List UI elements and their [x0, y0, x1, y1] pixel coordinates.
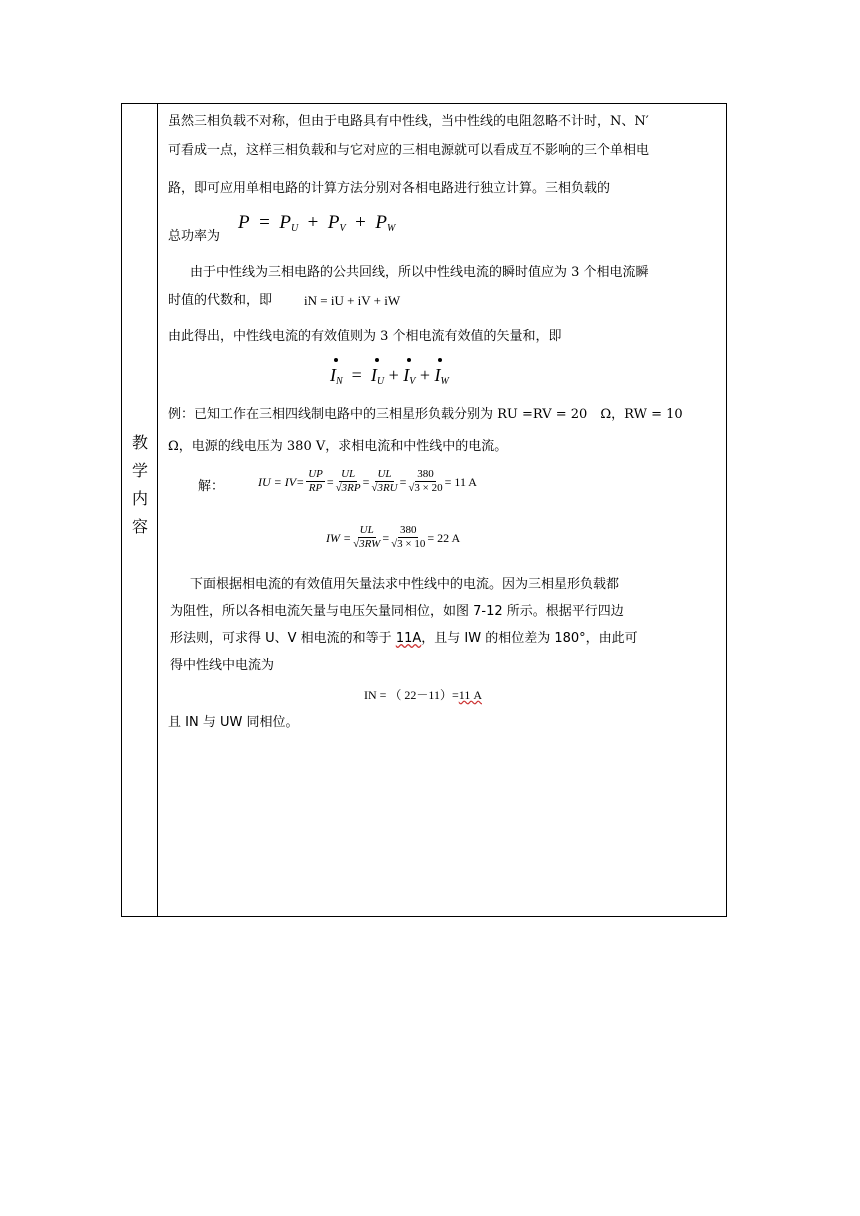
formula-symbol: = [326, 474, 334, 489]
fraction: $\frac{380}{√3 \times 20}$ [408, 468, 443, 494]
row-label-char: 内 [131, 489, 148, 508]
formula-symbol: W [386, 223, 396, 234]
p4-line5: 且 IN 与 UW 同相位。 [168, 715, 299, 730]
formula-symbol: + [388, 365, 399, 385]
content-table [121, 103, 727, 917]
p4-line2: 为阻性，所以各相电流矢量与电压矢量同相位，如图 7-12 所示。根据平行四边 [170, 604, 624, 619]
formula-symbol: = [259, 212, 270, 233]
formula-symbol: V [409, 376, 416, 387]
formula-symbol: + [419, 365, 430, 385]
formula-symbol: I [330, 365, 336, 385]
formula-symbol: I [370, 365, 377, 385]
formula-symbol: P [327, 212, 340, 233]
formula-symbol: U [290, 223, 299, 234]
solution-formula-1 [258, 468, 477, 495]
formula-symbol: N [336, 376, 343, 387]
formula-symbol: I [403, 365, 410, 385]
p4-line3: 形法则，可求得 U、V 相电流的和等于 11A，且与 IW 的相位差为 180°，由此可 [170, 631, 638, 646]
p4-line1: 下面根据相电流的有效值用矢量法求中性线中的电流。因为三相星形负载都 [190, 577, 620, 592]
row-label-char: 学 [131, 461, 148, 480]
formula-symbol: P [238, 212, 250, 233]
p4-line4: 得中性线中电流为 [170, 658, 275, 673]
neutral-current-formula: iN = iU + iV + iW [304, 293, 401, 308]
formula-symbol: = [382, 530, 390, 545]
p1-line4: 总功率为 [168, 229, 221, 244]
solution-formula-2 [326, 524, 460, 551]
formula-symbol: IU = IV= [258, 474, 305, 489]
row-label-cell [122, 104, 158, 916]
fraction: $\frac{UP}{RP}$ [308, 468, 323, 494]
formula-symbol: P [279, 212, 291, 233]
fraction: $\frac{UL}{√3RW}$ [353, 524, 381, 550]
p2-line2: 时值的代数和，即 [168, 293, 273, 308]
fraction: $\frac{UL}{√3RP}$ [335, 468, 361, 494]
formula-symbol: + [307, 212, 319, 233]
formula-symbol: W [440, 376, 449, 387]
fraction: $\frac{380}{√3 \times 10}$ [391, 524, 426, 550]
formula-symbol: = [399, 474, 407, 489]
row-label-char: 教 [131, 433, 148, 452]
neutral-result-formula: IN = （ 22－11）=11 A [364, 688, 482, 702]
phasor-formula [330, 366, 449, 391]
formula-result: = 11 A [444, 474, 477, 489]
fraction: $\frac{UL}{√3RU}$ [371, 468, 398, 494]
p3-line1: 由此得出，中性线电流的有效值则为 3 个相电流有效值的矢量和，即 [168, 329, 562, 344]
p1-line2: 可看成一点，这样三相负载和与它对应的三相电源就可以看成互不影响的三个单相电 [168, 143, 650, 158]
formula-symbol: I [434, 365, 441, 385]
formula-symbol: = [351, 365, 362, 385]
row-label [129, 429, 151, 541]
row-label-char: 容 [131, 517, 148, 536]
p1-line3: 路，即可应用单相电路的计算方法分别对各相电路进行独立计算。三相负载的 [168, 181, 611, 196]
formula-symbol: U [376, 376, 385, 387]
formula-symbol: = [362, 474, 370, 489]
formula-symbol: V [339, 223, 346, 234]
content-cell [158, 104, 726, 916]
formula-symbol: IW = [326, 530, 352, 545]
formula-result: = 22 A [427, 530, 461, 545]
formula-symbol: + [355, 212, 366, 233]
example-line2: Ω，电源的线电压为 380 V，求相电流和中性线中的电流。 [168, 439, 508, 454]
formula-symbol: P [375, 212, 387, 233]
power-formula [238, 214, 395, 238]
solution-label: 解： [198, 479, 225, 494]
p2-line1: 由于中性线为三相电路的公共回线，所以中性线电流的瞬时值应为 3 个相电流瞬 [190, 265, 649, 280]
example-line1: 例：已知工作在三相四线制电路中的三相星形负载分别为 RU =RV = 20 Ω，RW = 10 [168, 407, 683, 422]
p1-line1: 虽然三相负载不对称，但由于电路具有中性线，当中性线的电阻忽略不计时，N、N′ [168, 114, 649, 129]
